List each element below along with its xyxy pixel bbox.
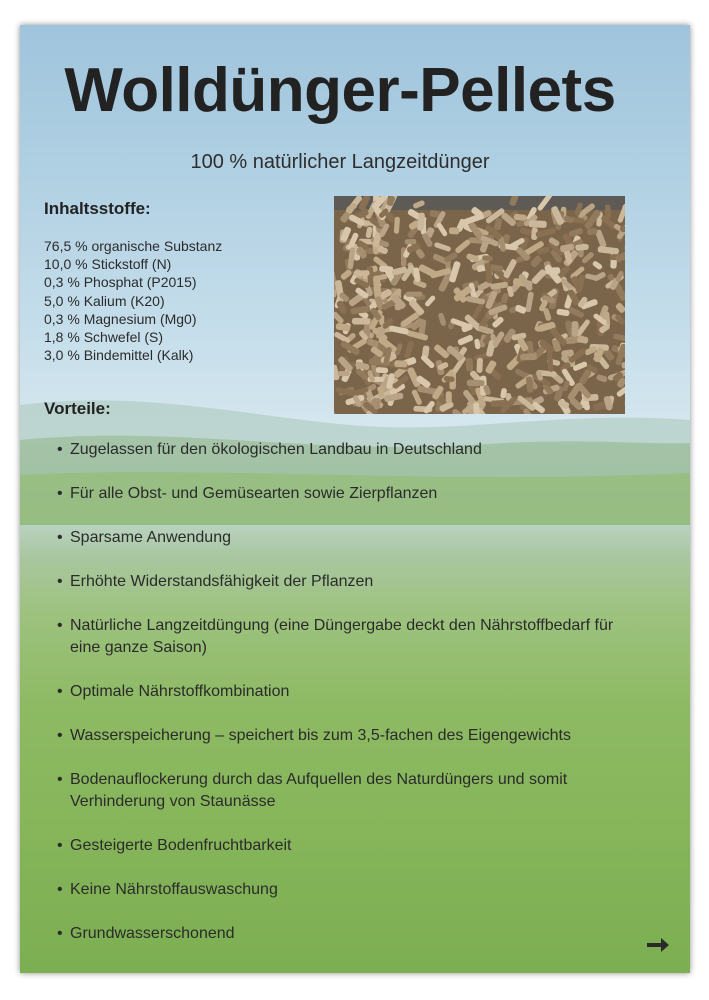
advantage-item: • Erhöhte Widerstandsfähigkeit der Pflanzen bbox=[57, 571, 637, 593]
advantage-item: • Sparsame Anwendung bbox=[57, 527, 637, 549]
advantage-item: • Keine Nährstoffauswaschung bbox=[57, 879, 637, 901]
advantage-item: • Grundwasserschonend bbox=[57, 923, 637, 945]
ingredients-list bbox=[44, 237, 222, 364]
ingredients-heading: Inhaltsstoffe: bbox=[44, 199, 151, 218]
advantage-item: • Für alle Obst- und Gemüsearten sowie Zierpflanzen bbox=[57, 483, 637, 505]
ingredient-item: 76,5 % organische Substanz bbox=[44, 238, 223, 254]
advantage-item: • Bodenauflockerung durch das Aufquellen des Naturdüngers und somit Verhinderung von Staunässe bbox=[57, 769, 637, 813]
ingredient-item: 10,0 % Stickstoff (N) bbox=[44, 256, 172, 273]
ingredient-item: 0,3 % Phosphat (P2015) bbox=[44, 274, 197, 291]
page-subtitle: 100 % natürlicher Langzeitdünger bbox=[190, 151, 490, 173]
ingredient-item: 1,8 % Schwefel (S) bbox=[44, 329, 164, 346]
ingredient-item: 0,3 % Magnesium (Mg0) bbox=[44, 310, 197, 327]
advantage-item: • Natürliche Langzeitdüngung (eine Düngergabe deckt den Nährstoffbedarf für eine ganze Saison) bbox=[57, 615, 637, 659]
flyer-page bbox=[20, 25, 690, 973]
ingredient-item: 5,0 % Kalium (K20) bbox=[44, 292, 165, 309]
advantages-heading: Vorteile: bbox=[44, 399, 111, 418]
advantage-item: • Gesteigerte Bodenfruchtbarkeit bbox=[57, 835, 637, 857]
page-title: Wolldünger-Pellets bbox=[64, 56, 616, 125]
advantage-item: • Optimale Nährstoffkombination bbox=[57, 681, 637, 703]
advantage-item: • Zugelassen für den ökologischen Landbau in Deutschland bbox=[57, 439, 637, 461]
wool-pellets-photo bbox=[334, 196, 625, 414]
advantage-item: • Wasserspeicherung – speichert bis zum 3,5-fachen des Eigengewichts bbox=[57, 725, 637, 747]
arrow-right-icon[interactable] bbox=[646, 935, 670, 955]
advantages-list bbox=[57, 439, 637, 967]
ingredient-item: 3,0 % Bindemittel (Kalk) bbox=[44, 347, 194, 364]
